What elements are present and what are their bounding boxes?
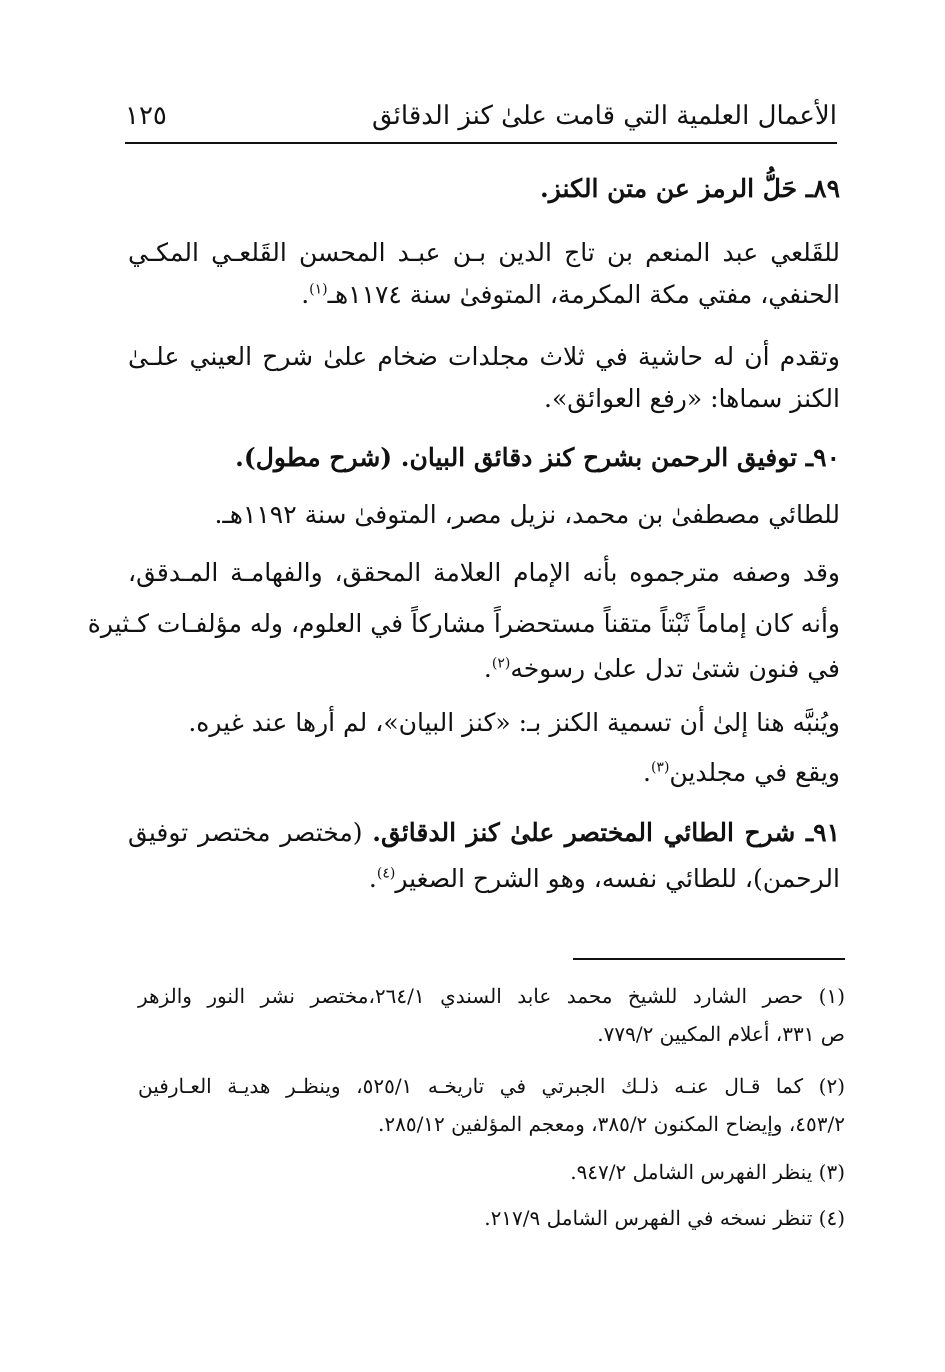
entry-90-line-2: وقد وصفه مترجموه بأنه الإمام العلامة المحقق، والفهامـة المـدقق، [128, 558, 840, 587]
entry-90-line-5: ويُنبَّه هنا إلىٰ أن تسمية الكنز بـ: «كنز البيان»، لم أرها عند غيره. [188, 708, 840, 737]
entry-90-line-3: وأنه كان إماماً ثَبْتاً متقناً مستحضراً مشاركاً في العلوم، وله مؤلفـات كـثيرة [87, 609, 840, 638]
page-number: ١٢٥ [125, 101, 167, 131]
entry-89-line-3: وتقدم أن له حاشية في ثلاث مجلدات ضخام علىٰ شرح العيني علـىٰ [128, 342, 840, 371]
entry-90-line-4: في فنون شتىٰ تدل علىٰ رسوخه$^{(٢)}$. [483, 654, 840, 683]
footnote-ref-2: (٢) [491, 655, 511, 672]
running-title: الأعمال العلمية التي قامت علىٰ كنز الدقائق [371, 101, 837, 131]
footnote-ref-3: (٣) [650, 759, 670, 776]
footnote-2-line-1: (٢) كما قـال عنـه ذلـك الجبرتي في تاريخـه ٥٢٥/١، وينظـر هديـة العـارفين [138, 1074, 846, 1098]
footnote-2-line-2: ٤٥٣/٢، وإيضاح المكنون ٣٨٥/٢، ومعجم المؤلفين ٢٨٥/١٢. [377, 1112, 845, 1136]
running-header [125, 94, 837, 144]
footnote-3: (٣) ينظر الفهرس الشامل ٩٤٧/٢. [570, 1160, 845, 1184]
footnote-ref-4: (٤) [376, 865, 396, 882]
footnote-1-line-1: (١) حصر الشارد للشيخ محمد عابد السندي ٢٦٤/١،مختصر نشر النور والزهر [138, 984, 846, 1008]
footnote-separator [573, 958, 845, 960]
entry-89-line-2: الحنفي، مفتي مكة المكرمة، المتوفىٰ سنة ١١٧٤هـ$^{(١)}$. [301, 280, 840, 309]
footnote-1-line-2: ص ٣٣١، أعلام المكيين ٧٧٩/٢. [597, 1022, 845, 1046]
entry-89-line-4: الكنز سماها: «رفع العوائق». [544, 384, 840, 413]
entry-heading-90: ٩٠ـ توفيق الرحمن بشرح كنز دقائق البيان. (شرح مطول). [235, 443, 840, 472]
entry-90-line-6: ويقع في مجلدين$^{(٣)}$. [642, 758, 840, 787]
entry-heading-91: ٩١ـ شرح الطائي المختصر علىٰ كنز الدقائق. (مختصر مختصر توفيق [128, 818, 841, 847]
entry-91-line-1: الرحمن)، للطائي نفسه، وهو الشرح الصغير$^{(٤)}$. [368, 864, 840, 893]
footnote-4: (٤) تنظر نسخه في الفهرس الشامل ٢١٧/٩. [484, 1206, 845, 1230]
entry-heading-89: ٨٩ـ حَلُّ الرمز عن متن الكنز. [540, 174, 840, 203]
footnote-ref-1: (١) [309, 281, 328, 298]
entry-89-line-1: للقَلعي عبد المنعم بن تاج الدين بـن عبـد المحسن القَلعـي المكـي [128, 238, 840, 267]
entry-90-line-1: للطائي مصطفىٰ بن محمد، نزيل مصر، المتوفىٰ سنة ١١٩٢هـ. [214, 500, 840, 529]
